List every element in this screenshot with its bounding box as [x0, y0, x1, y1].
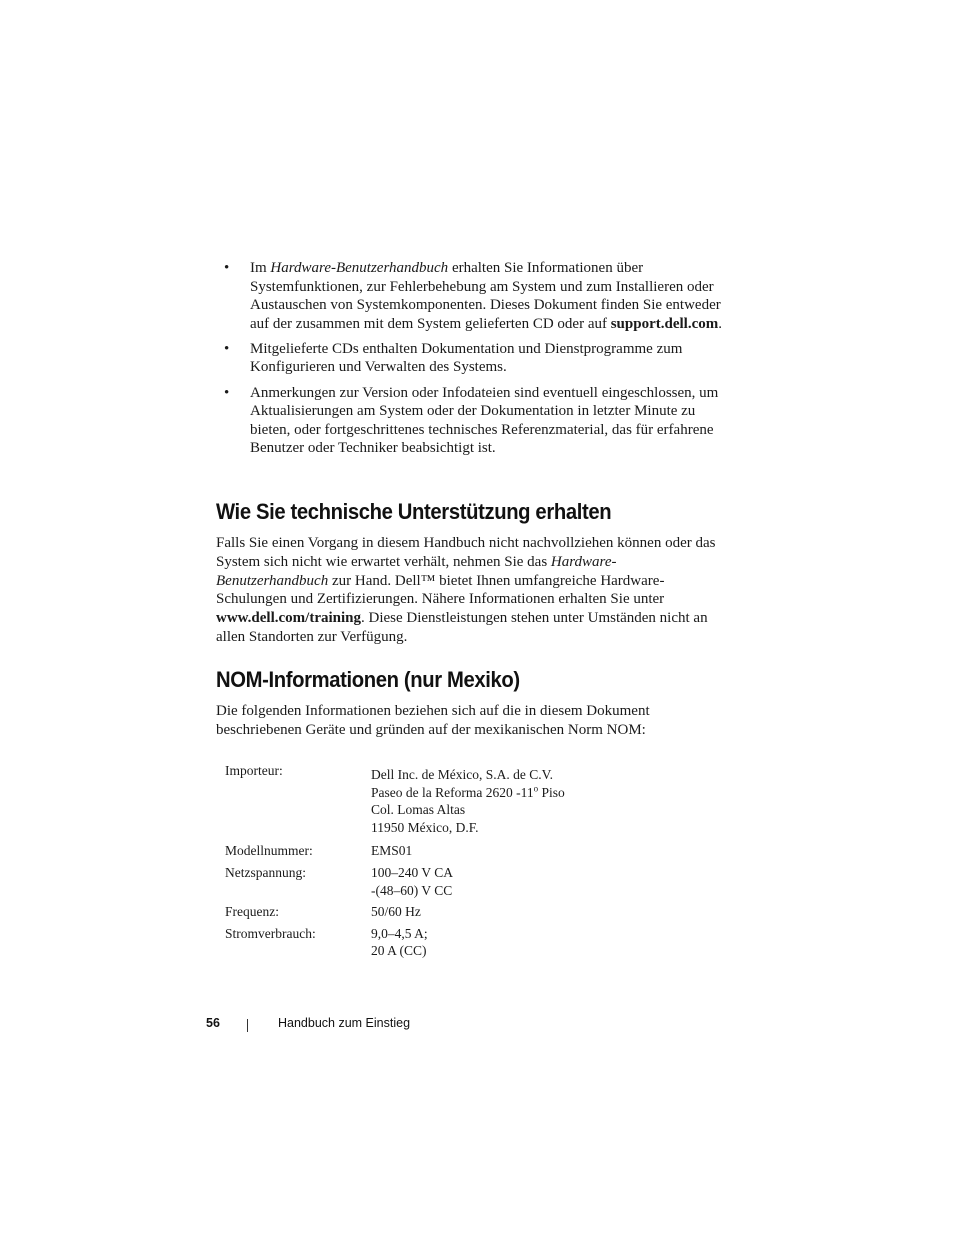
bullet-text: Mitgelieferte CDs enthalten Dokumentation und Dienstprogramme zum Konfigurieren und Verwalten des Systems.: [250, 340, 683, 376]
importer-line: 11950 México, D.F.: [371, 819, 479, 835]
spec-label: Frequenz:: [225, 904, 279, 920]
spec-label: Stromverbrauch:: [225, 925, 316, 941]
spec-row-frequency: [225, 903, 565, 921]
support-link[interactable]: support.dell.com: [610, 315, 719, 332]
importer-text: Paseo de la Reforma 2620 -11: [371, 784, 534, 800]
bullet-text: Im: [250, 260, 271, 276]
spec-label: Importeur:: [225, 763, 283, 778]
info-bullet-list: [224, 259, 724, 464]
spec-value: [371, 864, 453, 899]
section-heading-nom: NOM-Informationen (nur Mexiko): [216, 667, 520, 692]
spec-label: Modellnummer:: [225, 843, 313, 859]
importer-text: Piso: [538, 784, 565, 800]
importer-line: Dell Inc. de México, S.A. de C.V.: [371, 767, 553, 782]
page-number: 56: [206, 1016, 220, 1030]
training-link[interactable]: www.dell.com/training: [216, 610, 361, 627]
paragraph-text: zur Hand. Dell™ bietet Ihnen umfangreiche Hardware-Schulungen und Zertifizierungen. Nähere Informationen erhalten Sie unter: [216, 572, 665, 608]
spec-row-model: [225, 842, 565, 860]
spec-row-importer: [225, 762, 565, 836]
spec-row-voltage: [225, 864, 565, 899]
ordinal-superscript: o: [533, 783, 539, 794]
bullet-symbol: •: [224, 340, 230, 357]
importer-line: [371, 784, 565, 802]
bullet-text: Anmerkungen zur Version oder Infodateien sind eventuell eingeschlossen, um Aktualisierungen am System oder der Dokumentation in letzter Minute zu bieten, oder fortgeschrittenes technisches Referenzmaterial, das für erfahrene Benutzer oder Techniker beabsichtigt ist.: [250, 384, 719, 457]
support-paragraph: [216, 534, 721, 647]
power-line: 20 A (CC): [371, 943, 427, 959]
bullet-text: .: [718, 315, 722, 332]
bullet-item-hardware-handbook: [224, 259, 724, 333]
nom-spec-table: [225, 762, 565, 960]
bullet-symbol: •: [224, 260, 230, 276]
power-line: 9,0–4,5 A;: [371, 925, 428, 941]
section-heading-support: Wie Sie technische Unterstützung erhalten: [216, 499, 612, 524]
paragraph-text: . Diese Dienstleistungen stehen unter Umständen nicht an allen Standorten zur Verfügung.: [216, 610, 708, 645]
bullet-symbol: •: [224, 384, 230, 401]
spec-value: [371, 762, 565, 836]
bullet-item-release-notes: [224, 384, 724, 458]
importer-line: Col. Lomas Altas: [371, 802, 466, 818]
spec-label: Netzspannung:: [225, 864, 306, 880]
spec-value: [371, 925, 428, 960]
paragraph-text: Falls Sie einen Vorgang in diesem Handbuch nicht nachvollziehen können oder das System sich nicht wie erwartet verhält, nehmen Sie das: [216, 535, 716, 570]
spec-value: EMS01: [371, 843, 413, 859]
handbook-title: Hardware-Benutzerhandbuch: [270, 260, 449, 276]
spec-row-power: [225, 925, 565, 960]
nom-intro-paragraph: Die folgenden Informationen beziehen sich auf die in diesem Dokument beschriebenen Geräte und gründen auf der mexikanischen Norm NOM:: [216, 703, 650, 738]
handbook-title: Hardware-Benutzerhandbuch: [216, 553, 617, 589]
bullet-item-cds: [224, 340, 724, 377]
footer-title: Handbuch zum Einstieg: [278, 1016, 411, 1030]
footer-separator: [247, 1019, 248, 1032]
voltage-line: -(48–60) V CC: [371, 882, 453, 898]
voltage-line: 100–240 V CA: [371, 864, 454, 880]
bullet-text: erhalten Sie Informationen über Systemfunktionen, zur Fehlerbehebung am System und zum Installieren oder Austauschen von Systemkomponenten. Dieses Dokument finden Sie entweder auf der zusammen mit dem System gelieferten CD oder auf: [250, 260, 721, 332]
spec-value: 50/60 Hz: [371, 904, 421, 920]
